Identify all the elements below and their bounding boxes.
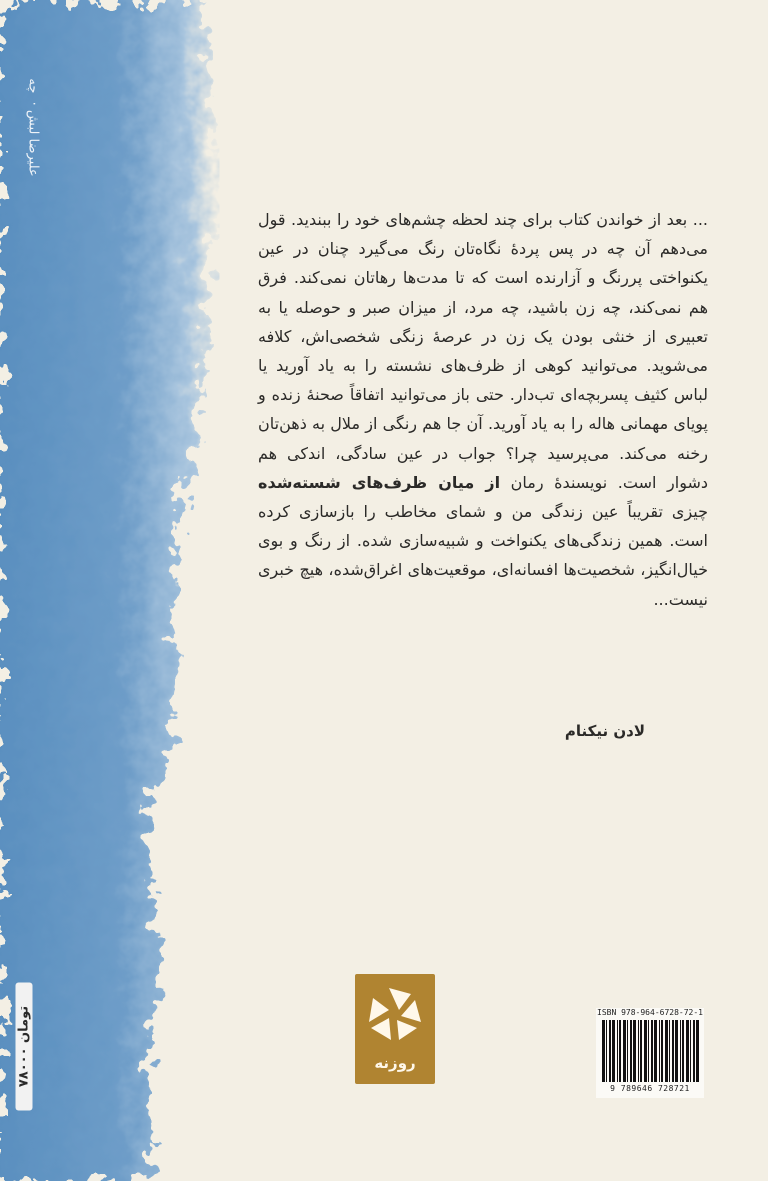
barcode-number: 9 789646 728721 <box>610 1084 690 1093</box>
isbn-barcode <box>596 1008 704 1098</box>
barcode-bar <box>669 1020 670 1082</box>
barcode-bar <box>638 1020 639 1082</box>
isbn-label: ISBN 978-964-6728-72-1 <box>597 1008 703 1017</box>
barcode-bar <box>633 1020 636 1082</box>
barcode-bar <box>609 1020 611 1082</box>
blurb-text-part1: ... بعد از خواندن کتاب برای چند لحظه چشم‌های خود را ببندید. قول می‌دهم آن چه در پس پردهٔ نگاه‌تان رنگ می‌گیرد چنان در عین یکنواختی پررنگ و آزارنده است که تا مدت‌ها رهاتان نمی‌کند. فرق هم نمی‌کند، چه زن باشید، چه مرد، از میزان صبر و حوصله یا به تعبیری از خنثی بودن یک زن در عرصهٔ زنگی شخصی‌اش، کلافه می‌شوید. می‌توانید کوهی از ظرف‌های نشسته را به یاد آورید یا لباس کثیف پسربچه‌ای تب‌دار. حتی باز می‌توانید اتفاقاً صحنهٔ زنده و پویای مهمانی هاله را به یاد آورید. آن جا هم رنگی از ملال به ذهن‌تان رخنه می‌کند. می‌پرسید چرا؟ جواب در عین سادگی، اندکی هم دشوار است. نویسندهٔ رمان <box>258 210 708 492</box>
barcode-bar <box>648 1020 649 1082</box>
barcode-bar <box>619 1020 621 1082</box>
barcode-bar <box>651 1020 653 1082</box>
barcode-bar <box>602 1020 605 1082</box>
barcode-bar <box>630 1020 632 1082</box>
barcode-bar <box>693 1020 695 1082</box>
barcode-bar <box>696 1020 699 1082</box>
barcode-bar <box>686 1020 689 1082</box>
back-cover-blurb <box>258 205 708 614</box>
barcode-bar <box>612 1020 615 1082</box>
barcode-bar <box>654 1020 657 1082</box>
barcode-bar <box>623 1020 626 1082</box>
blurb-text-part2: چیزی تقریباً عین زندگی من و شمای مخاطب را بازسازی کرده است. همین زندگی‌های یکنواخت و شبیه‌سازی شده. از رنگ و بوی خیال‌انگیز، شخصیت‌ها افسانه‌ای، موقعیت‌های اغراق‌شده، هیچ خبری نیست... <box>258 502 708 609</box>
spine-author-title: علیرضا لبش‌ · ‌ چه <box>25 78 41 177</box>
barcode-bar <box>606 1020 607 1082</box>
barcode-bar <box>644 1020 647 1082</box>
barcode-bar <box>672 1020 674 1082</box>
barcode-bar <box>665 1020 668 1082</box>
barcode-bar <box>690 1020 691 1082</box>
barcode-bar <box>640 1020 642 1082</box>
blurb-book-title: از میان ظرف‌های شسته‌شده <box>258 472 501 492</box>
aperture-icon <box>355 974 435 1054</box>
blurb-signature: لادن نیکنام <box>564 722 645 740</box>
barcode-bar <box>661 1020 663 1082</box>
publisher-logo <box>355 974 435 1084</box>
barcode-bars <box>600 1020 700 1082</box>
barcode-bar <box>682 1020 684 1082</box>
barcode-bar <box>627 1020 628 1082</box>
barcode-bar <box>675 1020 678 1082</box>
barcode-bar <box>659 1020 660 1082</box>
price-sticker: ۷۸۰۰۰ تومان <box>16 983 33 1111</box>
barcode-bar <box>617 1020 618 1082</box>
publisher-name: روزنه <box>374 1054 416 1072</box>
barcode-bar <box>680 1020 681 1082</box>
